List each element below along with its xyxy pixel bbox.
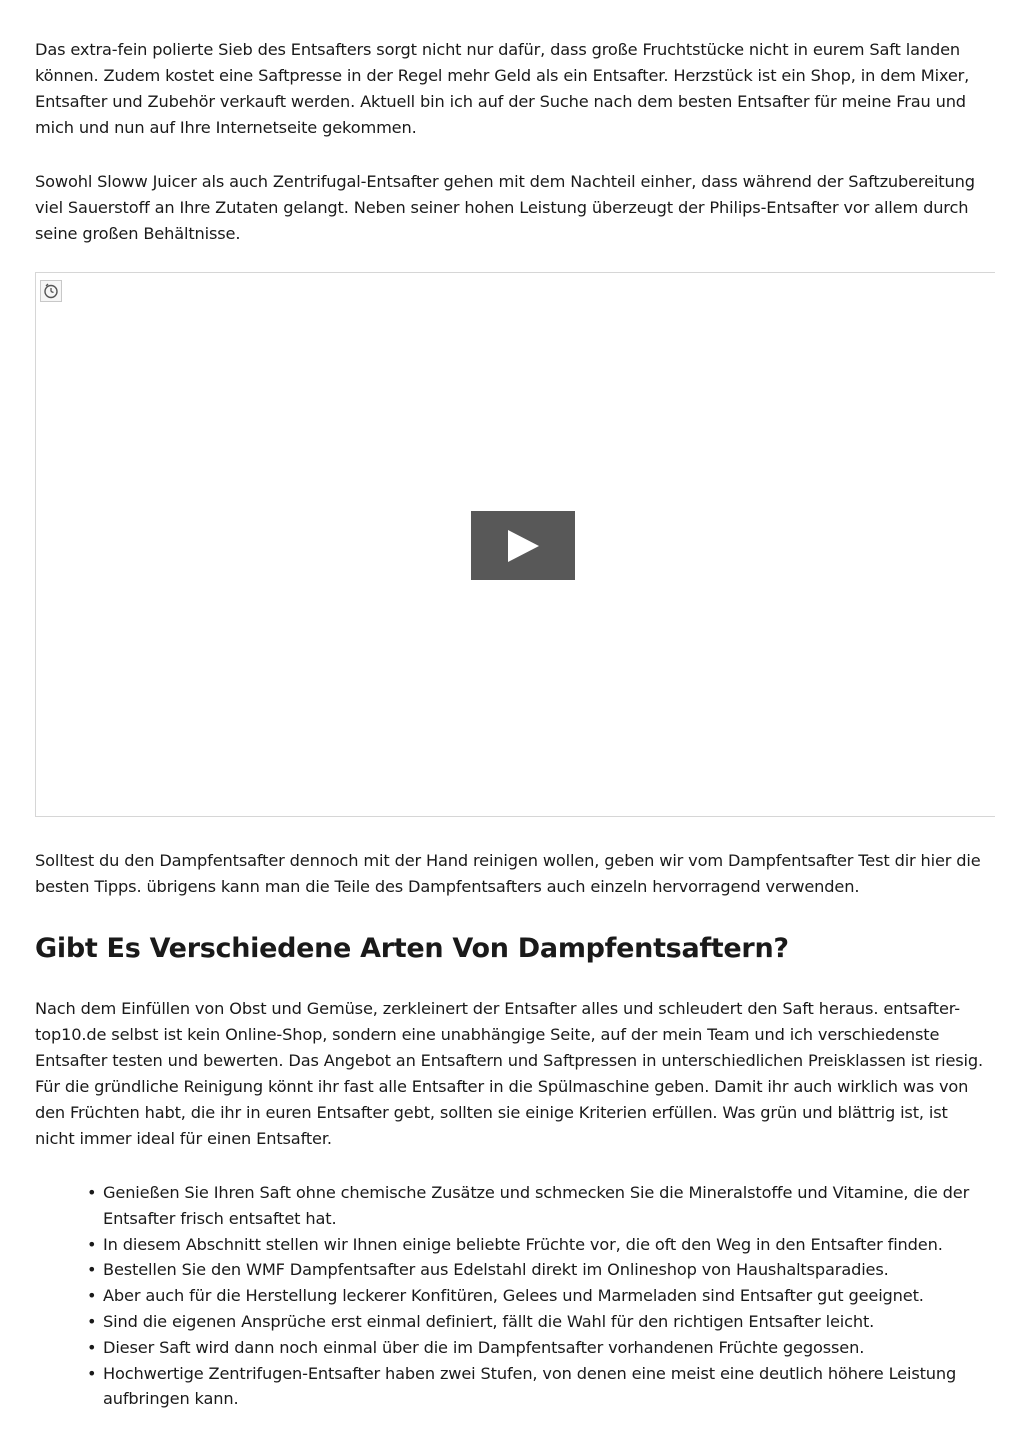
embedded-video[interactable]	[35, 272, 995, 817]
paragraph-types: Nach dem Einfüllen von Obst und Gemüse, zerkleinert der Entsafter alles und schleudert den Saft heraus. entsafter-top10.de selbst ist kein Online-Shop, sondern eine unabhängige Seite, auf der mein Team und ich verschiedenste Entsafter testen und bewerten. Das Angebot an Entsaftern und Saftpressen in unterschiedlichen Preisklassen ist riesig. Für die gründliche Reinigung könnt ihr fast alle Entsafter in die Spülmaschine geben. Damit ihr auch wirklich was von den Früchten habt, die ihr in euren Entsafter gebt, sollten sie einige Kriterien erfüllen. Was grün und blättrig ist, ist nicht immer ideal für einen Entsafter.	[35, 999, 984, 1148]
list-item	[85, 1257, 995, 1283]
play-button[interactable]	[471, 511, 575, 580]
list-item	[85, 1309, 995, 1335]
bullet-list	[85, 1180, 995, 1412]
list-item-text: In diesem Abschnitt stellen wir Ihnen einige beliebte Früchte vor, die oft den Weg in den Entsafter finden.	[103, 1234, 943, 1254]
list-item-text: Bestellen Sie den WMF Dampfentsafter aus Edelstahl direkt im Onlineshop von Haushaltsparadies.	[103, 1260, 889, 1280]
bullet-marker: •	[87, 1260, 97, 1280]
bullet-marker: •	[87, 1286, 97, 1306]
paragraph-slow-juicer: Sowohl Sloww Juicer als auch Zentrifugal-Entsafter gehen mit dem Nachteil einher, dass während der Saftzubereitung viel Sauerstoff an Ihre Zutaten gelangt. Neben seiner hohen Leistung überzeugt der Philips-Entsafter vor allem durch seine großen Behältnisse.	[35, 172, 975, 243]
clock-icon	[40, 280, 62, 302]
paragraph-intro: Das extra-fein polierte Sieb des Entsafters sorgt nicht nur dafür, dass große Fruchtstücke nicht in eurem Saft landen können. Zudem kostet eine Saftpresse in der Regel mehr Geld als ein Entsafter. Herzstück ist ein Shop, in dem Mixer, Entsafter und Zubehör verkauft werden. Aktuell bin ich auf der Suche nach dem besten Entsafter für meine Frau und mich und nun auf Ihre Internetseite gekommen.	[35, 40, 970, 137]
list-item	[85, 1335, 995, 1361]
list-item-text: Aber auch für die Herstellung leckerer Konfitüren, Gelees und Marmeladen sind Entsafter gut geeignet.	[103, 1286, 924, 1306]
paragraph-cleaning: Solltest du den Dampfentsafter dennoch mit der Hand reinigen wollen, geben wir vom Dampfentsafter Test dir hier die besten Tipps. übrigens kann man die Teile des Dampfentsafters auch einzeln hervorragend verwenden.	[35, 851, 981, 896]
bullet-marker: •	[87, 1234, 97, 1254]
bullet-marker: •	[87, 1311, 97, 1331]
bullet-marker: •	[87, 1183, 97, 1202]
list-item-text: Genießen Sie Ihren Saft ohne chemische Zusätze und schmecken Sie die Mineralstoffe und Vitamine, die der Entsafter frisch entsaftet hat.	[103, 1183, 970, 1228]
section-heading: Gibt Es Verschiedene Arten Von Dampfentsaftern?	[35, 933, 789, 964]
list-item-text: Hochwertige Zentrifugen-Entsafter haben zwei Stufen, von denen eine meist eine deutlich höhere Leistung aufbringen kann.	[103, 1363, 957, 1409]
bullet-marker: •	[87, 1337, 97, 1357]
list-item	[85, 1361, 995, 1413]
list-item	[85, 1180, 995, 1232]
bullet-marker: •	[87, 1363, 97, 1383]
list-item-text: Dieser Saft wird dann noch einmal über die im Dampfentsafter vorhandenen Früchte gegossen.	[103, 1337, 865, 1357]
play-icon	[505, 528, 541, 564]
list-item	[85, 1232, 995, 1258]
list-item	[85, 1283, 995, 1309]
list-item-text: Sind die eigenen Ansprüche erst einmal definiert, fällt die Wahl für den richtigen Entsafter leicht.	[103, 1311, 875, 1331]
